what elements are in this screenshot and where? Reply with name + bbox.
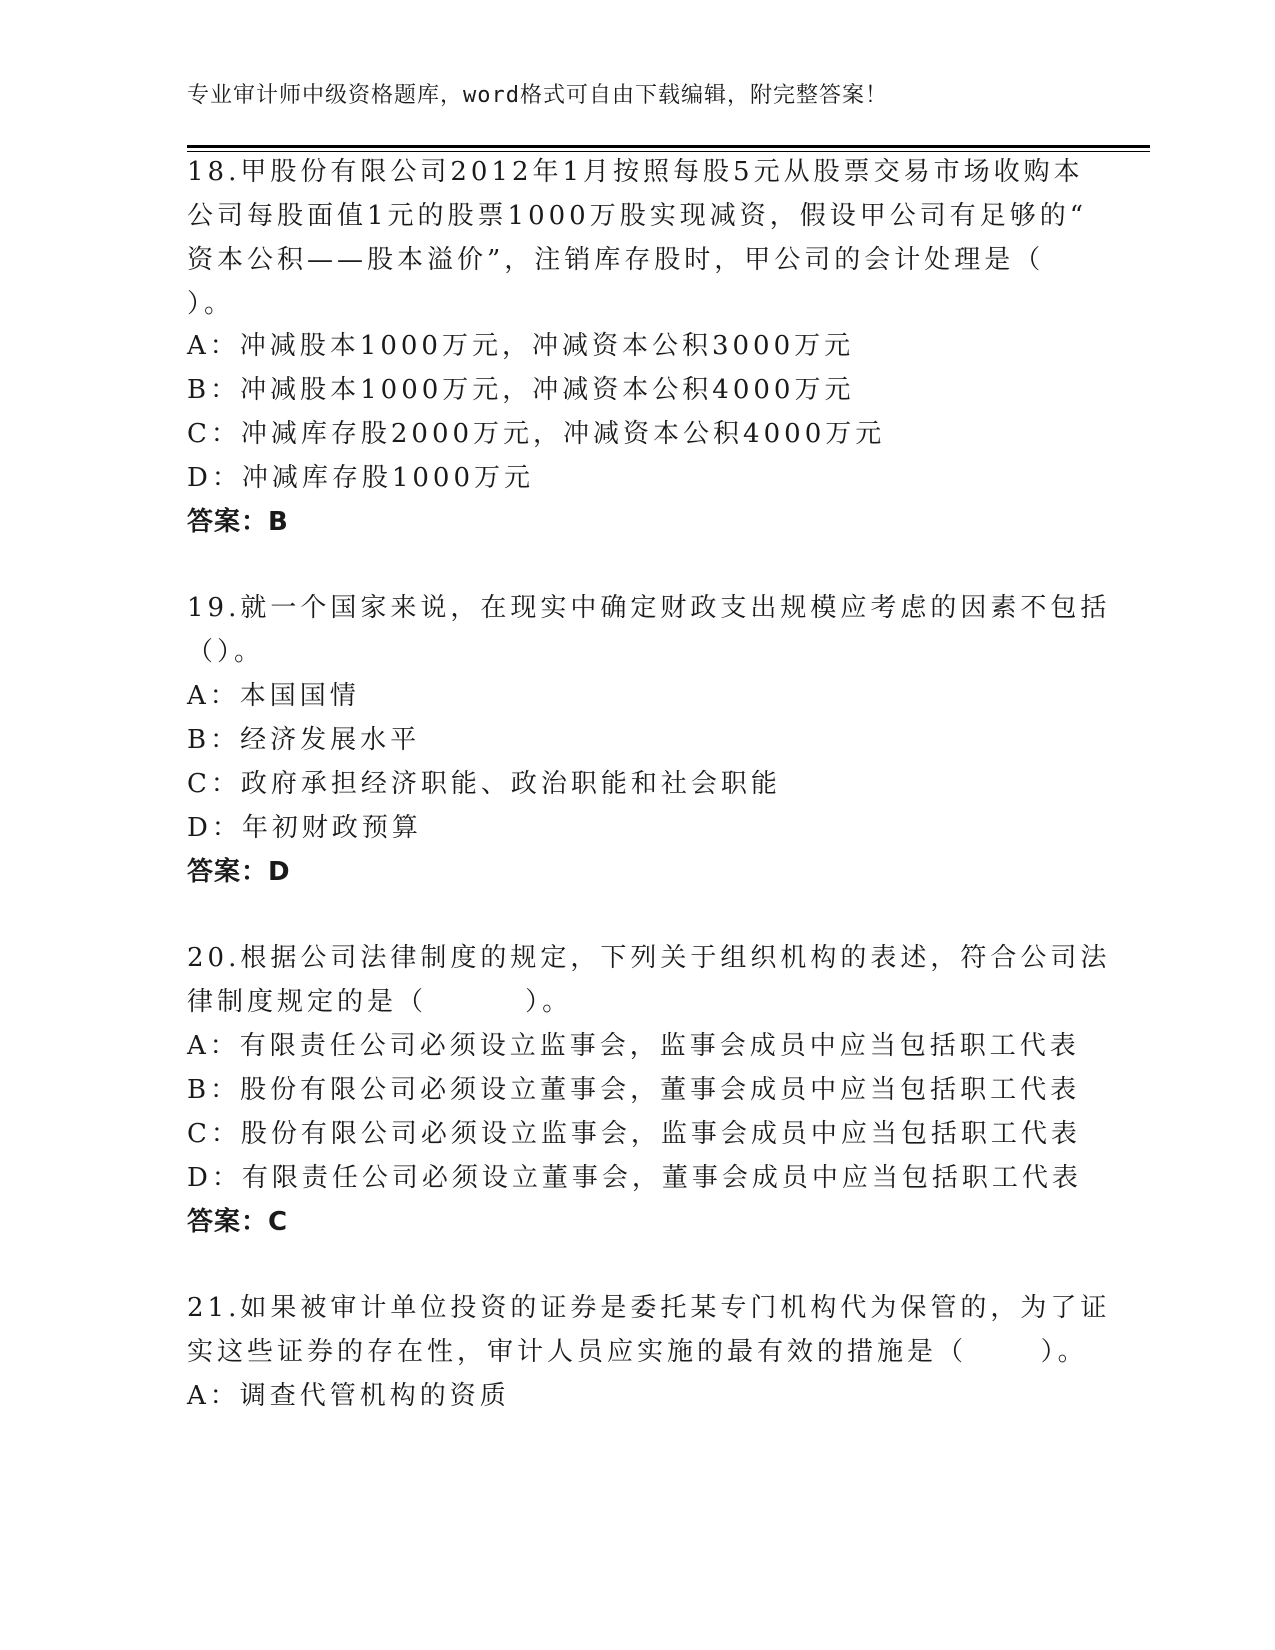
header-rule-thin (187, 151, 1150, 152)
question-21-option-a: A：调查代管机构的资质 (187, 1381, 510, 1411)
question-18-answer: 答案：B (187, 507, 289, 537)
question-20-option-d: D：有限责任公司必须设立董事会，董事会成员中应当包括职工代表 (187, 1163, 1082, 1193)
question-18-option-b: B：冲减股本1000万元，冲减资本公积4000万元 (187, 375, 855, 405)
question-20-answer: 答案：C (187, 1207, 289, 1237)
question-19-option-d: D：年初财政预算 (187, 813, 422, 843)
question-21-stem-line: 实这些证券的存在性，审计人员应实施的最有效的措施是（ ）。 (187, 1337, 1088, 1367)
question-18-stem-line: 公司每股面值1元的股票1000万股实现减资，假设甲公司有足够的“ (187, 201, 1088, 231)
question-18-stem-line: 18.甲股份有限公司2012年1月按照每股5元从股票交易市场收购本 (187, 157, 1084, 187)
question-20-option-b: B：股份有限公司必须设立董事会，董事会成员中应当包括职工代表 (187, 1075, 1081, 1105)
question-20-stem-line: 律制度规定的是（ ）。 (187, 987, 573, 1017)
question-19-stem-line: （）。 (187, 637, 265, 667)
question-20-option-c: C：股份有限公司必须设立监事会，监事会成员中应当包括职工代表 (187, 1119, 1081, 1149)
question-20-option-a: A：有限责任公司必须设立监事会，监事会成员中应当包括职工代表 (187, 1031, 1080, 1061)
question-18-option-c: C：冲减库存股2000万元，冲减资本公积4000万元 (187, 419, 886, 449)
question-19-answer: 答案：D (187, 857, 291, 887)
question-19-option-b: B：经济发展水平 (187, 725, 421, 755)
question-18-stem-line: 资本公积——股本溢价”，注销库存股时，甲公司的会计处理是（ (187, 245, 1045, 275)
question-20-stem-line: 20.根据公司法律制度的规定，下列关于组织机构的表述，符合公司法 (187, 943, 1111, 973)
question-21-stem-line: 21.如果被审计单位投资的证券是委托某专门机构代为保管的，为了证 (187, 1293, 1111, 1323)
question-18-stem-line: ）。 (187, 289, 235, 319)
question-19-stem-line: 19.就一个国家来说，在现实中确定财政支出规模应考虑的因素不包括 (187, 593, 1111, 623)
page-header: 专业审计师中级资格题库，word格式可自由下载编辑，附完整答案！ (187, 83, 888, 108)
question-19-option-c: C：政府承担经济职能、政治职能和社会职能 (187, 769, 781, 799)
question-18-option-a: A：冲减股本1000万元，冲减资本公积3000万元 (187, 331, 855, 361)
question-18-option-d: D：冲减库存股1000万元 (187, 463, 535, 493)
question-19-option-a: A：本国国情 (187, 681, 360, 711)
header-rule-thick (187, 145, 1150, 148)
